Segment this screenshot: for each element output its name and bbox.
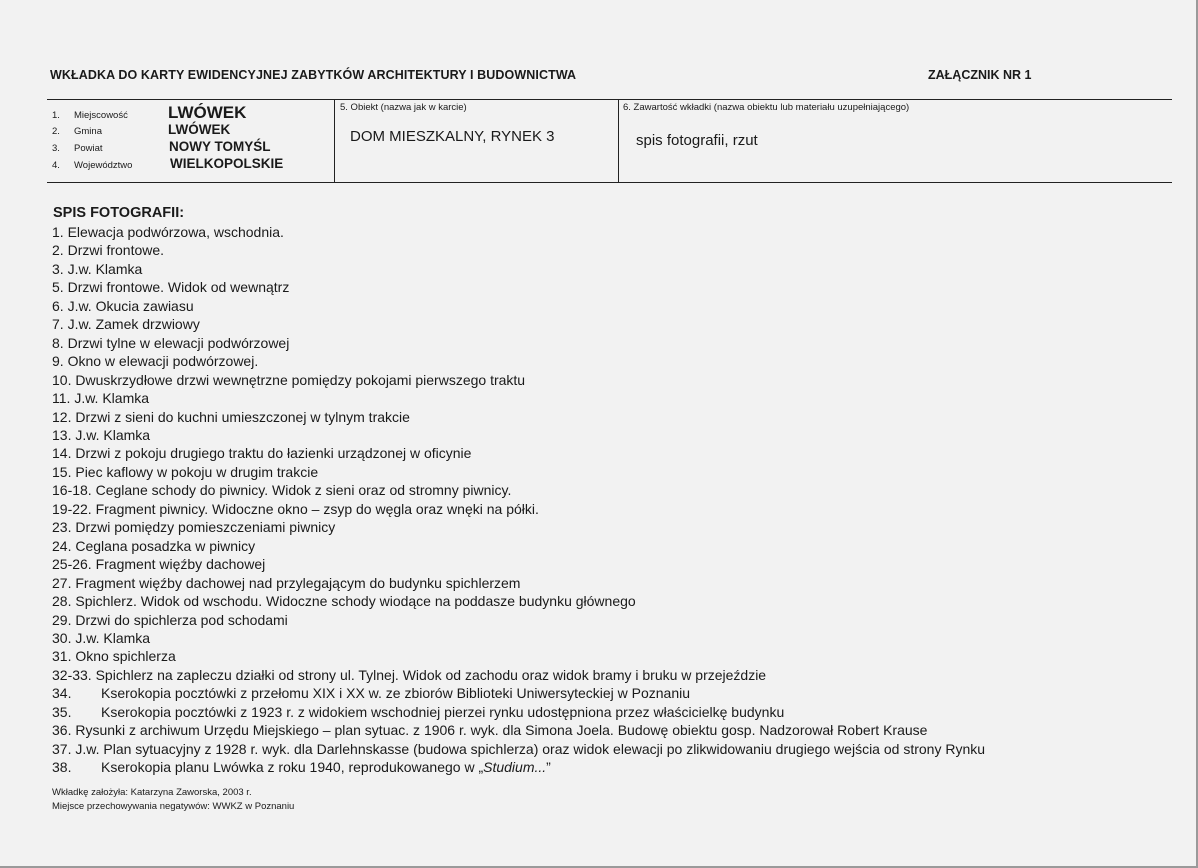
photo-list-item — [52, 408, 985, 426]
photo-item-number: 15. — [52, 463, 72, 480]
photo-item-text: Drzwi frontowe. — [67, 242, 165, 259]
photo-list-item — [52, 611, 985, 629]
photo-item-number: 3. — [52, 260, 64, 277]
photo-list-title: SPIS FOTOGRAFII: — [53, 205, 185, 221]
photo-item-number: 35. — [52, 703, 72, 720]
photo-list-item — [52, 629, 985, 647]
photo-list-item — [52, 740, 985, 758]
photo-item-number: 23. — [52, 519, 72, 536]
photo-list-item — [52, 444, 985, 462]
photo-list-item — [52, 721, 985, 739]
location-value: LWÓWEK — [168, 103, 247, 122]
photo-item-number: 6. — [52, 297, 64, 314]
photo-item-number: 25-26. — [52, 556, 92, 573]
object-heading: 5. Obiekt (nazwa jak w karcie) — [340, 102, 467, 113]
photo-item-number: 10. — [52, 371, 72, 388]
photo-item-number: 29. — [52, 611, 72, 628]
photo-item-number: 24. — [52, 537, 72, 554]
photo-list-item — [52, 500, 985, 518]
photo-item-number: 8. — [52, 334, 64, 351]
photo-list-item — [52, 555, 985, 573]
photo-item-text: Drzwi tylne w elewacji podwórzowej — [67, 334, 290, 351]
photo-list-item — [52, 666, 985, 684]
photo-item-number: 9. — [52, 353, 64, 370]
location-num: 3. — [52, 143, 60, 154]
photo-list-item — [52, 537, 985, 555]
photo-item-text: Spichlerz. Widok od wschodu. Widoczne schody wiodące na poddasze budynku głównego — [75, 593, 636, 610]
photo-item-text: Ceglane schody do piwnicy. Widok z sieni oraz od stromny piwnicy. — [95, 482, 512, 499]
photo-list — [52, 223, 985, 777]
photo-item-text: Kserokopia pocztówki z 1923 r. z widokiem wschodniej pierzei rynku udostępniona przez właścicielkę budynku — [101, 703, 785, 720]
location-num: 2. — [52, 126, 60, 137]
photo-item-italic: Studium... — [483, 759, 547, 776]
location-value: WIELKOPOLSKIE — [170, 156, 284, 171]
photo-list-item — [52, 371, 985, 389]
photo-item-text: Elewacja podwórzowa, wschodnia. — [67, 224, 284, 240]
photo-item-number: 30. — [52, 629, 72, 646]
location-num: 4. — [52, 160, 60, 171]
photo-list-item — [52, 315, 985, 333]
photo-item-number: 11. — [52, 390, 71, 407]
photo-item-text: Drzwi pomiędzy pomieszczeniami piwnicy — [75, 519, 336, 536]
photo-item-text: Ceglana posadzka w piwnicy — [75, 537, 256, 554]
photo-item-number: 27. — [52, 574, 72, 591]
document-title: WKŁADKA DO KARTY EWIDENCYJNEJ ZABYTKÓW ARCHITEKTURY I BUDOWNICTWA — [50, 68, 577, 82]
photo-list-item — [52, 647, 985, 665]
photo-item-number: 38. — [52, 759, 72, 776]
location-label: Miejscowość — [74, 110, 128, 121]
photo-item-text: Fragment więźby dachowej nad przylegającym do budynku spichlerzem — [75, 574, 521, 591]
form-top-rule — [47, 99, 1172, 100]
photo-item-number: 2. — [52, 242, 64, 259]
photo-item-tail: ” — [546, 759, 551, 776]
photo-item-text: Dwuskrzydłowe drzwi wewnętrzne pomiędzy pokojami pierwszego traktu — [75, 371, 526, 388]
photo-item-text: Piec kaflowy w pokoju w drugim trakcie — [75, 463, 319, 480]
photo-item-text: J.w. Zamek drzwiowy — [67, 316, 200, 333]
photo-item-text: J.w. Plan sytuacyjny z 1928 r. wyk. dla Darlehnskasse (budowa spichlerza) oraz widok elewacji po zlikwidowaniu drugiego wejścia od strony Rynku — [75, 740, 986, 757]
footer-author: Wkładkę założyła: Katarzyna Zaworska, 2003 r. — [52, 787, 252, 798]
photo-list-item — [52, 463, 985, 481]
photo-item-text: J.w. Klamka — [75, 426, 151, 443]
photo-item-number: 7. — [52, 316, 64, 333]
photo-item-text: Drzwi do spichlerza pod schodami — [75, 611, 288, 628]
location-value: NOWY TOMYŚL — [169, 139, 271, 154]
object-value: DOM MIESZKALNY, RYNEK 3 — [350, 128, 555, 145]
photo-item-number: 36. — [52, 722, 72, 739]
photo-item-number: 32-33. — [52, 666, 92, 683]
photo-item-text: Drzwi z pokoju drugiego traktu do łazienki urządzonej w oficynie — [75, 445, 472, 462]
photo-list-item — [52, 260, 985, 278]
photo-list-item — [52, 758, 985, 776]
photo-item-number: 19-22. — [52, 500, 92, 517]
photo-list-item — [52, 703, 985, 721]
photo-item-text: J.w. Klamka — [75, 629, 151, 646]
photo-item-text: Fragment więźby dachowej — [95, 556, 266, 573]
photo-item-text: J.w. Okucia zawiasu — [67, 297, 194, 314]
contents-heading: 6. Zawartość wkładki (nazwa obiektu lub materiału uzupełniającego) — [623, 102, 910, 113]
photo-list-item — [52, 223, 985, 241]
photo-item-text: J.w. Klamka — [74, 390, 150, 407]
photo-item-text: Okno w elewacji podwórzowej. — [67, 353, 259, 370]
location-label: Województwo — [74, 160, 133, 171]
photo-item-text: J.w. Klamka — [67, 260, 143, 277]
photo-item-text: Okno spichlerza — [75, 648, 176, 665]
contents-value: spis fotografii, rzut — [636, 132, 758, 149]
photo-item-text: Rysunki z archiwum Urzędu Miejskiego – plan sytuac. z 1906 r. wyk. dla Simona Joela. Budowę obiektu gosp. Nadzorował Robert Krause — [75, 722, 928, 739]
photo-list-item — [52, 426, 985, 444]
location-label: Powiat — [74, 143, 103, 154]
photo-list-item — [52, 241, 985, 259]
form-bottom-rule — [47, 182, 1172, 183]
photo-list-item — [52, 684, 985, 702]
location-label: Gmina — [74, 126, 102, 137]
photo-list-item — [52, 297, 985, 315]
photo-list-item — [52, 592, 985, 610]
photo-list-item — [52, 574, 985, 592]
location-value: LWÓWEK — [168, 122, 231, 137]
photo-list-item — [52, 481, 985, 499]
photo-item-number: 37. — [52, 740, 72, 757]
photo-list-item — [52, 334, 985, 352]
photo-item-text: Drzwi frontowe. Widok od wewnątrz — [67, 279, 290, 296]
photo-list-item — [52, 278, 985, 296]
photo-item-number: 12. — [52, 408, 72, 425]
form-divider-2 — [618, 99, 619, 183]
photo-item-number: 13. — [52, 426, 72, 443]
photo-item-number: 1. — [52, 224, 64, 240]
photo-list-item — [52, 389, 985, 407]
photo-item-text: Kserokopia planu Lwówka z roku 1940, reprodukowanego w „ — [101, 759, 484, 776]
annex-label: ZAŁĄCZNIK NR 1 — [928, 68, 1032, 82]
photo-item-number: 16-18. — [52, 482, 92, 499]
photo-item-text: Fragment piwnicy. Widoczne okno – zsyp do węgla oraz wnęki na półki. — [95, 500, 539, 517]
photo-item-number: 5. — [52, 279, 64, 296]
photo-list-item — [52, 352, 985, 370]
photo-item-text: Drzwi z sieni do kuchni umieszczonej w tylnym trakcie — [75, 408, 410, 425]
footer-storage: Miejsce przechowywania negatywów: WWKZ w Poznaniu — [52, 801, 295, 812]
photo-list-item — [52, 518, 985, 536]
photo-item-number: 28. — [52, 593, 72, 610]
form-divider-1 — [334, 99, 335, 183]
photo-item-number: 34. — [52, 685, 72, 702]
photo-item-number: 31. — [52, 648, 72, 665]
location-num: 1. — [52, 110, 60, 121]
photo-item-text: Kserokopia pocztówki z przełomu XIX i XX w. ze zbiorów Biblioteki Uniwersyteckiej w Poznaniu — [101, 685, 691, 702]
photo-item-text: Spichlerz na zapleczu działki od strony ul. Tylnej. Widok od zachodu oraz widok bramy i bruku w przejeździe — [95, 666, 767, 683]
photo-item-number: 14. — [52, 445, 72, 462]
